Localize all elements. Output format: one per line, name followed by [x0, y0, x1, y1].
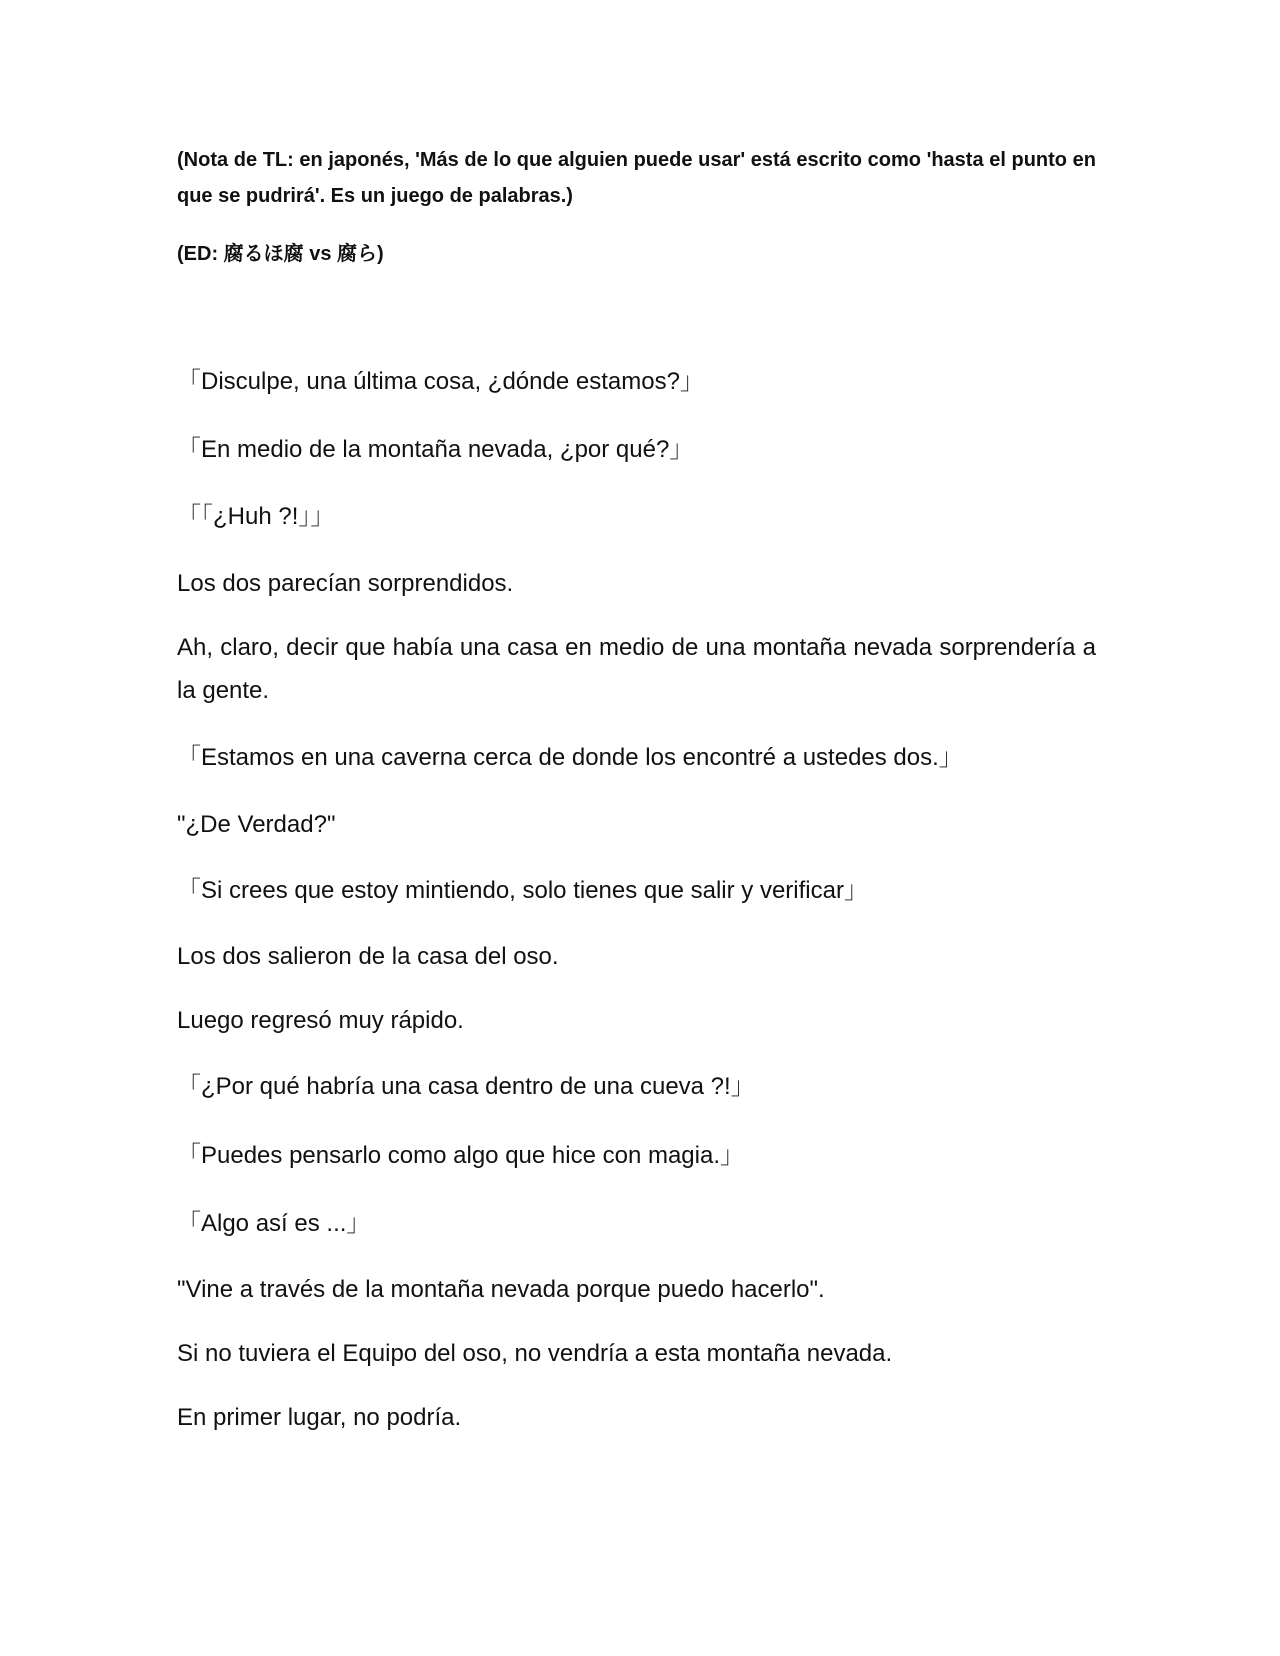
paragraph-line: En primer lugar, no podría. — [177, 1404, 462, 1431]
paragraph-line: 「Estamos en una caverna cerca de donde los encontré a ustedes dos.」 — [177, 744, 963, 771]
paragraph-line: Los dos parecían sorprendidos. — [177, 570, 514, 597]
paragraph-line: Luego regresó muy rápido. — [177, 1007, 464, 1034]
paragraph-line: "¿De Verdad?" — [177, 811, 336, 838]
paragraph-line: 「Algo así es ...」 — [177, 1210, 371, 1237]
paragraph-line: 「Disculpe, una última cosa, ¿dónde estamos?」 — [177, 368, 704, 395]
paragraph-line: Los dos salieron de la casa del oso. — [177, 943, 559, 970]
editor-note: (ED: 腐るほ腐 vs 腐ら) — [177, 243, 384, 265]
translator-note: (Nota de TL: en japonés, 'Más de lo que alguien puede usar' está escrito como 'hasta el punto en que se pudrirá'. Es un juego de palabras.) — [177, 149, 1096, 207]
paragraph-line: 「「¿Huh ?!」」 — [177, 503, 335, 530]
paragraph-line: 「En medio de la montaña nevada, ¿por qué?」 — [177, 436, 694, 463]
paragraph-line: 「Puedes pensarlo como algo que hice con magia.」 — [177, 1142, 744, 1169]
paragraph-line: 「Si crees que estoy mintiendo, solo tienes que salir y verificar」 — [177, 877, 868, 904]
paragraph-line: "Vine a través de la montaña nevada porque puedo hacerlo". — [177, 1276, 825, 1303]
paragraph-line: Ah, claro, decir que había una casa en medio de una montaña nevada sorprendería a la gente. — [177, 634, 1096, 704]
paragraph-line: Si no tuviera el Equipo del oso, no vendría a esta montaña nevada. — [177, 1340, 893, 1367]
paragraph-line: 「¿Por qué habría una casa dentro de una cueva ?!」 — [177, 1073, 755, 1100]
